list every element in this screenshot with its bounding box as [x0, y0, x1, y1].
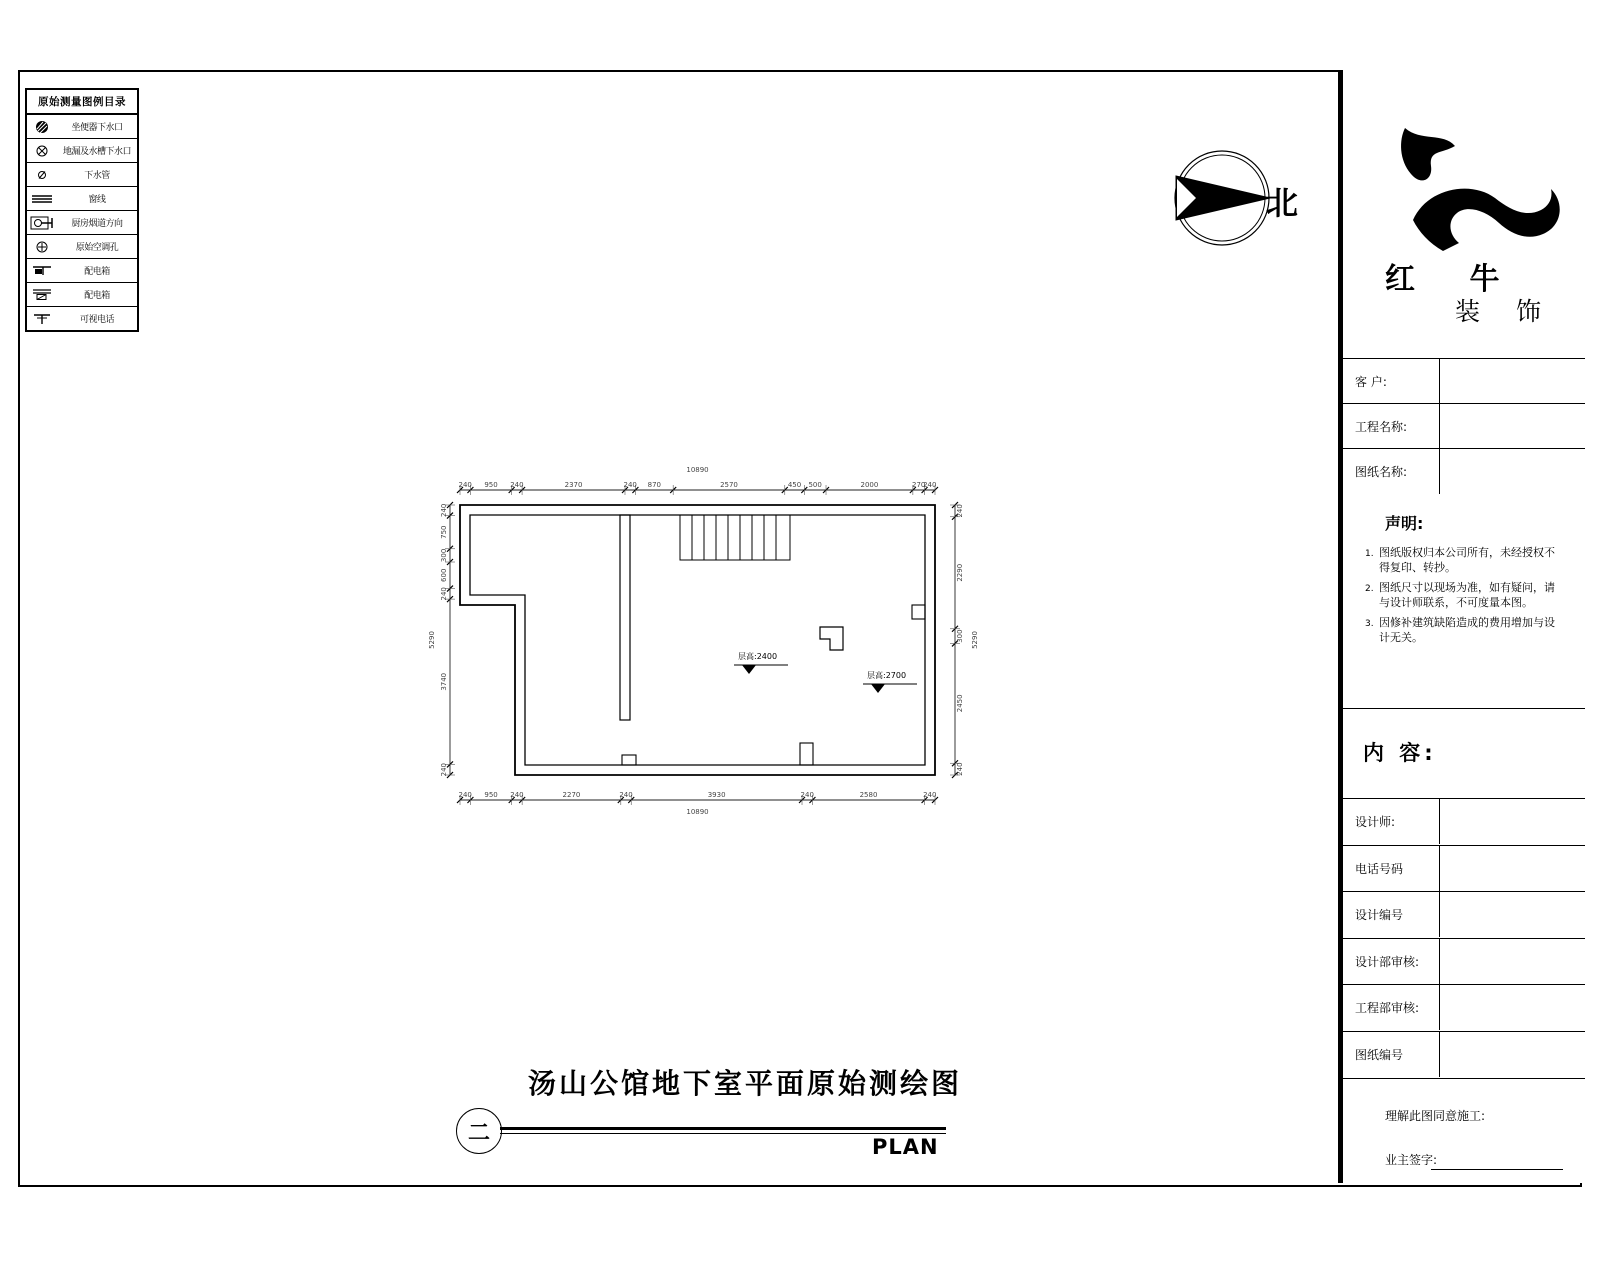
dim-label: 870: [647, 481, 661, 489]
column: [820, 627, 843, 650]
dim-label: 240: [956, 504, 964, 518]
legend-label: 配电箱: [84, 291, 110, 301]
dim-label: 2290: [956, 563, 964, 582]
row-value: [1441, 1032, 1585, 1077]
dim-label: 240: [619, 791, 633, 799]
legend-row: [27, 115, 137, 139]
legend-label: 原始空调孔: [75, 243, 119, 253]
dim-label: 240: [510, 481, 524, 489]
titleblock-row: [1343, 1031, 1585, 1077]
legend-label: 厨房烟道方向: [71, 219, 123, 229]
dim-label: 240: [440, 763, 448, 777]
level-marker-icon: [742, 665, 756, 674]
legend-table: [25, 88, 139, 332]
dim-label: 240: [440, 587, 448, 601]
dim-label: 2370: [564, 481, 583, 489]
legend-label: 下水管: [84, 171, 110, 181]
toilet-drain-icon: [27, 118, 57, 136]
dim-label: 240: [440, 503, 448, 517]
row-value: [1441, 404, 1585, 449]
dim-label: 2270: [562, 791, 581, 799]
dim-label: 450: [787, 481, 802, 489]
legend-title: 原始测量图例目录: [27, 90, 137, 115]
legend-row: [27, 259, 137, 283]
titleblock-row: [1343, 358, 1585, 404]
title-block: [1338, 70, 1585, 1183]
row-label: 设计部审核:: [1343, 939, 1440, 984]
dim-label: 2000: [860, 481, 879, 489]
dim-label: 3740: [440, 672, 448, 691]
north-label: 北: [1266, 184, 1299, 222]
content-section: [1343, 708, 1585, 799]
drain-pipe-icon: [27, 166, 57, 184]
brand-name: 红 牛: [1385, 262, 1522, 297]
dim-label: 240: [510, 791, 524, 799]
figure-index: 二: [467, 1120, 490, 1146]
row-value: [1441, 846, 1585, 891]
dim-label: 240: [923, 481, 937, 489]
statement-note: [1365, 545, 1565, 575]
row-value: [1441, 985, 1585, 1030]
dim-label: 240: [458, 481, 472, 489]
dim-label: 3930: [707, 791, 726, 799]
titleblock-row: [1343, 938, 1585, 984]
statement-notes: [1365, 545, 1565, 650]
legend-label: 地漏及水槽下水口: [62, 147, 131, 157]
content-label: 内 容:: [1363, 741, 1437, 765]
legend-label: 可视电话: [79, 315, 114, 325]
figure-index-badge: [456, 1108, 502, 1154]
row-label: 设计师:: [1343, 799, 1440, 844]
titleblock-row: [1343, 984, 1585, 1030]
legend-rows: [27, 115, 137, 330]
title-underline-thick: [500, 1127, 946, 1130]
legend-row: [27, 283, 137, 307]
dim-label: 270: [912, 481, 926, 489]
statement-note: [1365, 615, 1565, 645]
row-label: 图纸编号: [1343, 1032, 1440, 1077]
signature-line: [1431, 1169, 1563, 1170]
dim-label: 2580: [859, 791, 878, 799]
legend-row: [27, 211, 137, 235]
row-label: 设计编号: [1343, 892, 1440, 937]
legend-row: [27, 307, 137, 330]
titleblock-row: [1343, 448, 1585, 494]
dim-label: 2570: [720, 481, 738, 489]
legend-label: 配电箱: [84, 267, 110, 277]
dim-label: 240: [923, 791, 937, 799]
row-value: [1441, 359, 1585, 404]
dim-label: 950: [484, 481, 498, 489]
level-marker-icon: [871, 684, 885, 693]
dim-label: 10890: [686, 808, 709, 816]
legend-row: [27, 139, 137, 163]
note-text: 因修补建筑缺陷造成的费用增加与设计无关。: [1379, 616, 1555, 644]
stair: [680, 515, 790, 560]
dim-label: 750: [440, 525, 448, 539]
dim-label: 10890: [686, 466, 709, 474]
legend-label: 坐便器下水口: [71, 123, 123, 133]
note-number: 1.: [1365, 549, 1374, 559]
dim-label: 500: [808, 481, 822, 489]
dim-label: 950: [484, 791, 498, 799]
row-label: 图纸名称:: [1343, 449, 1440, 494]
row-label: 工程部审核:: [1343, 985, 1440, 1030]
dim-label: 5290: [971, 631, 979, 649]
dim-label: 240: [956, 762, 964, 776]
ac-hole-icon: [27, 238, 57, 256]
figure-subtitle: PLAN: [872, 1135, 939, 1159]
dim-label: 240: [800, 791, 814, 799]
walls: [460, 505, 935, 775]
dim-label: 300: [440, 548, 448, 563]
legend-row: [27, 235, 137, 259]
titleblock-footer: [1343, 1078, 1585, 1184]
dim-label: 5290: [428, 631, 436, 649]
floor-plan: [420, 450, 1000, 830]
footer-sign-label: 业主签字:: [1385, 1153, 1438, 1167]
titleblock-row: [1343, 891, 1585, 937]
titleblock-row: [1343, 403, 1585, 449]
row-label: 客 户:: [1343, 359, 1440, 404]
level-marker-label: 层高:2700: [867, 671, 907, 680]
row-value: [1441, 799, 1585, 844]
statement-section: [1343, 493, 1585, 708]
power-box2-icon: [27, 286, 57, 304]
row-label: 电话号码: [1343, 846, 1440, 891]
footer-consent-label: 理解此图同意施工:: [1385, 1109, 1486, 1123]
note-text: 图纸版权归本公司所有，未经授权不得复印、转抄。: [1379, 546, 1555, 574]
figure-title: 汤山公馆地下室平面原始测绘图: [528, 1067, 963, 1100]
window-line-icon: [27, 190, 57, 208]
legend-row: [27, 187, 137, 211]
dim-label: 240: [623, 481, 637, 489]
note-number: 2.: [1365, 584, 1374, 594]
kitchen-flue-icon: [27, 214, 57, 232]
legend-label: 窗线: [88, 195, 106, 205]
note-text: 图纸尺寸以现场为准，如有疑问，请与设计师联系，不可度量本图。: [1379, 581, 1555, 609]
dim-label: 600: [440, 568, 448, 582]
brand-logo-area: [1343, 70, 1585, 358]
titleblock-row: [1343, 845, 1585, 891]
dim-label: 300: [956, 629, 964, 643]
note-number: 3.: [1365, 619, 1374, 629]
statement-title: 声明:: [1385, 514, 1424, 533]
row-value: [1441, 892, 1585, 937]
level-marker-label: 层高:2400: [738, 652, 778, 661]
row-label: 工程名称:: [1343, 404, 1440, 449]
dim-label: 240: [458, 791, 472, 799]
videophone-icon: [27, 310, 57, 328]
power-box-icon: [27, 262, 57, 280]
floor-drain-icon: [27, 142, 57, 160]
row-value: [1441, 449, 1585, 494]
row-value: [1441, 939, 1585, 984]
titleblock-row: [1343, 798, 1585, 844]
dim-label: 2450: [956, 694, 964, 713]
legend-row: [27, 163, 137, 187]
brand-subname: 装 饰: [1455, 297, 1555, 326]
title-underline-thin: [500, 1133, 946, 1134]
statement-note: [1365, 580, 1565, 610]
